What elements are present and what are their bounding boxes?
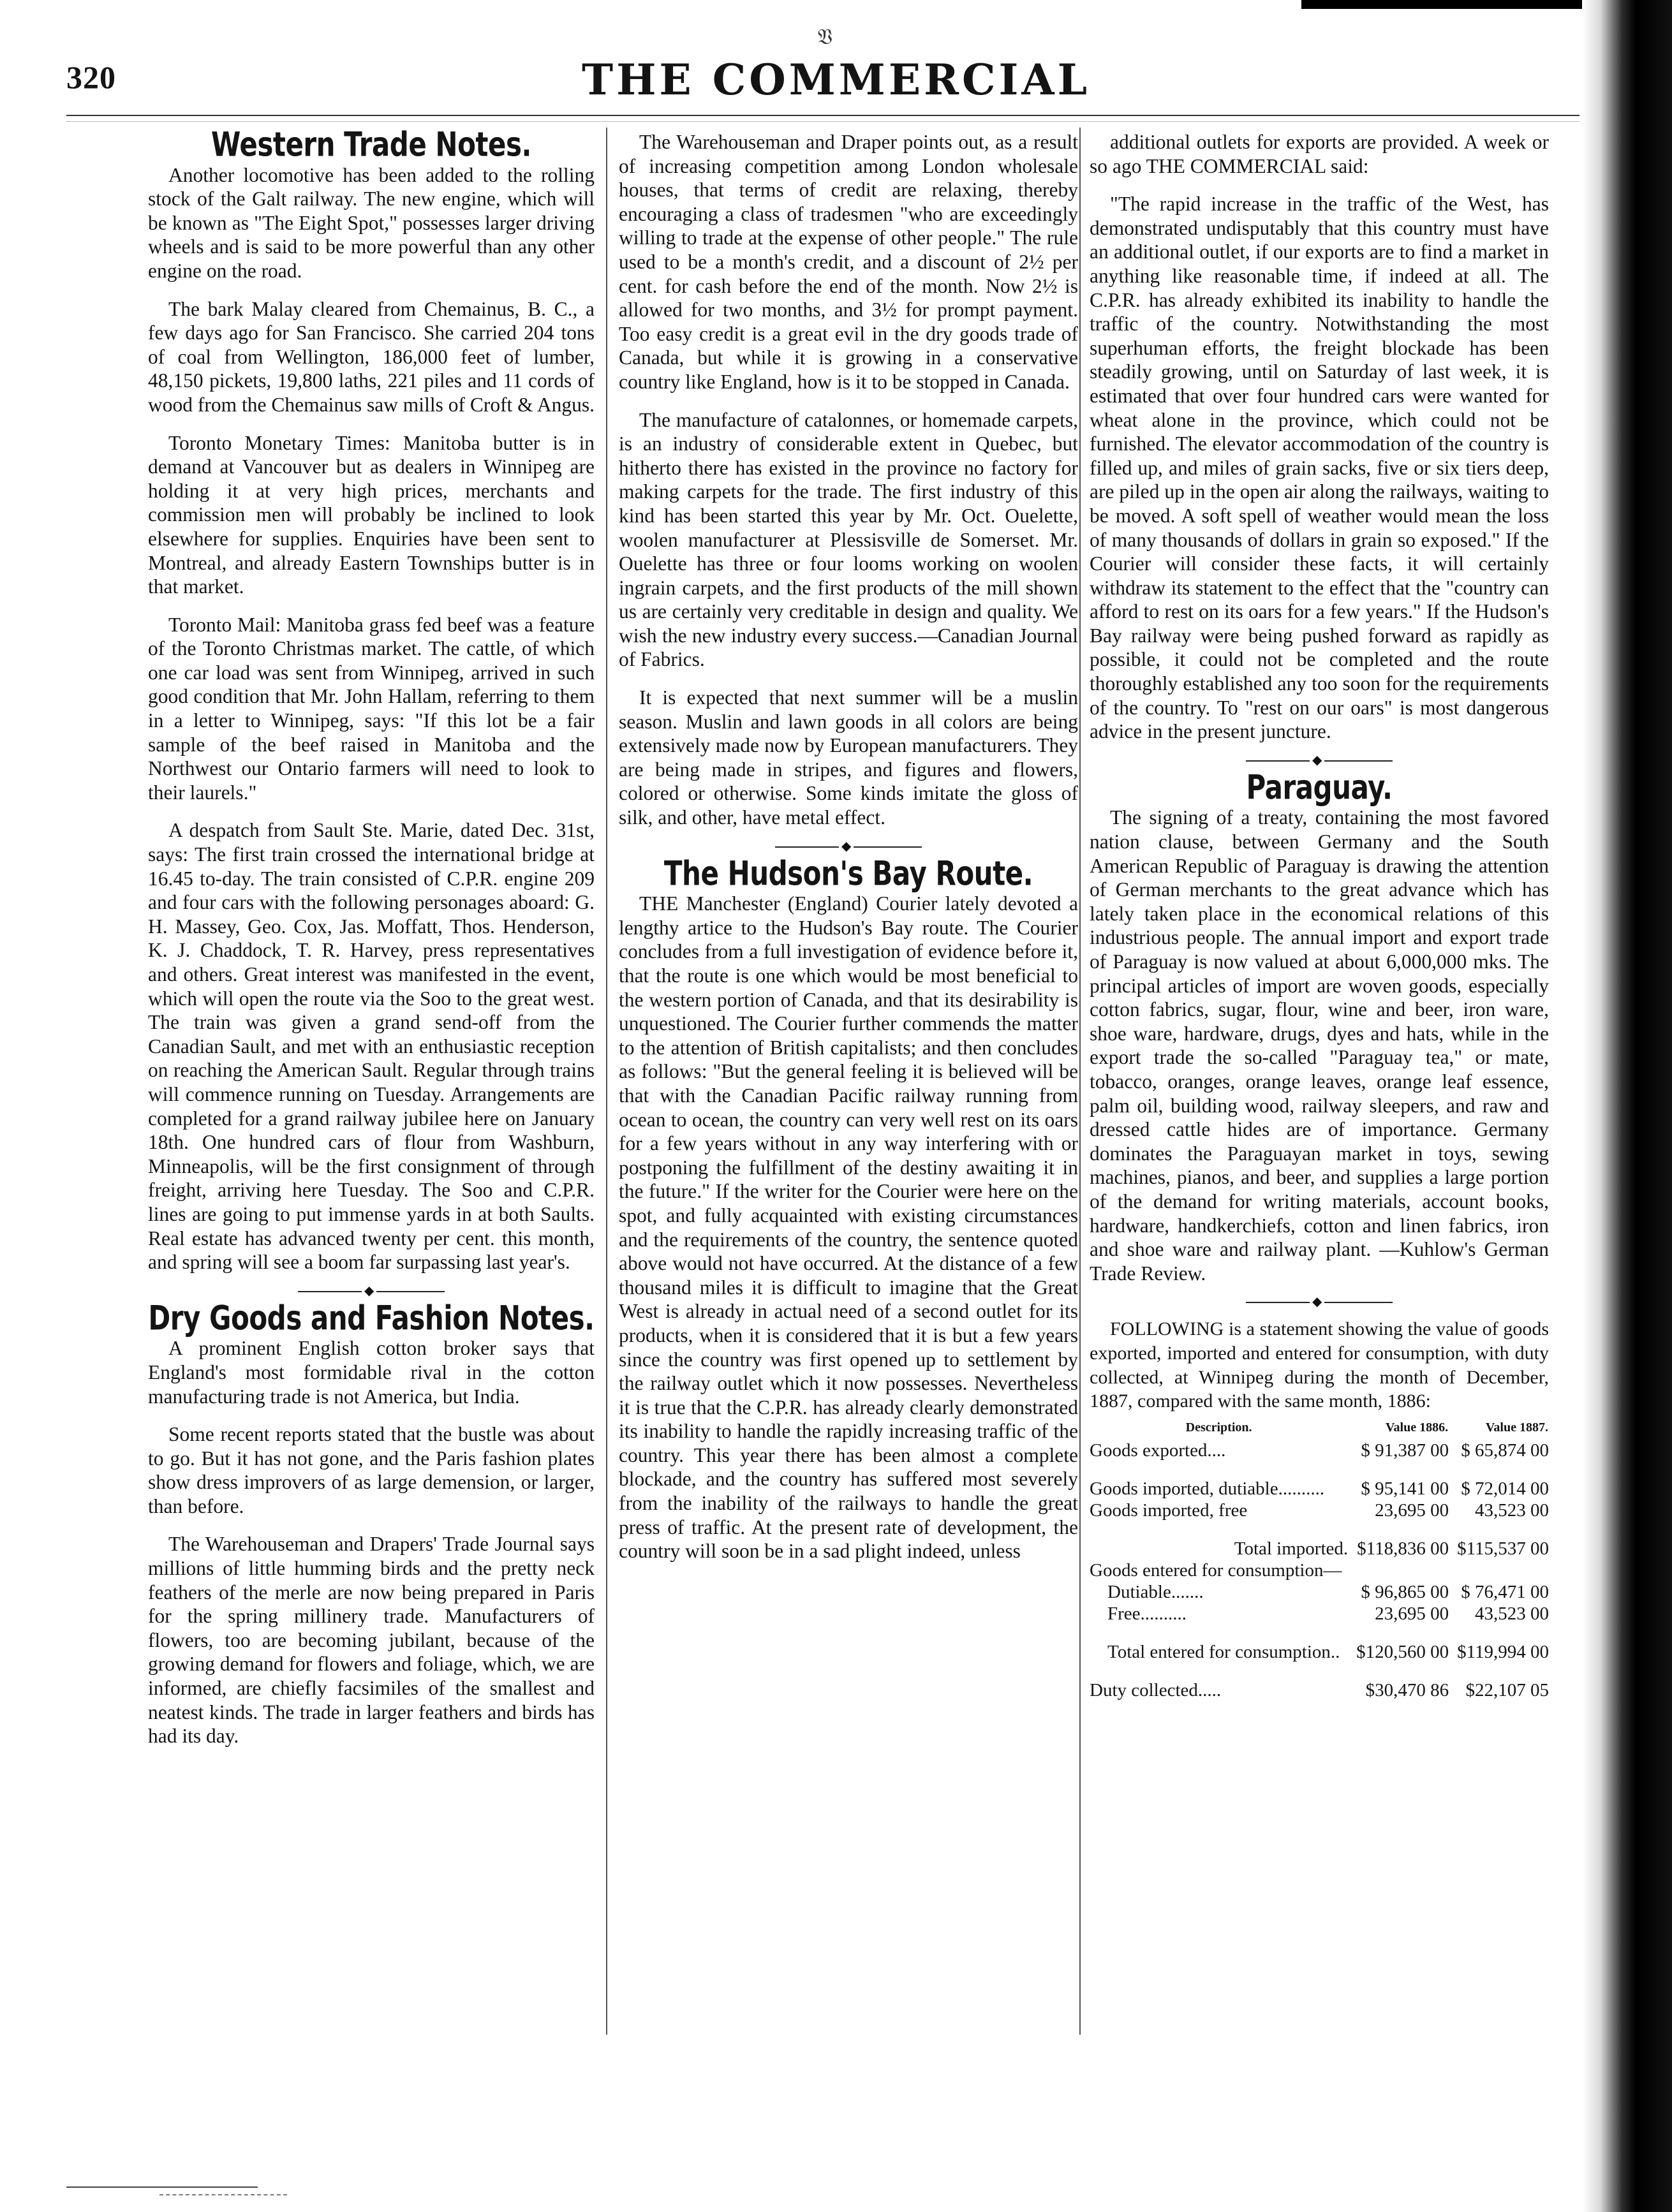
masthead-ornament: 𝔙 <box>817 26 832 49</box>
statement-intro: FOLLOWING is a statement showing the value of goods exported, imported and entered for consumption, with duty collected, at Winnipeg during the month of December, 1887, compared with the same month, 1886: <box>1090 1318 1549 1412</box>
paragraph: The manufacture of catalonnes, or homemade carpets, is an industry of considerable extent in Quebec, but hitherto there has existed in the province no factory for making carpets for the trade. The first industry of this kind has been started this year by Mr. Oct. Ouelette, woolen manufacturer at Plessisville de Somerset. Mr. Ouelette has three or four looms working on woolen ingrain carpets, and the first products of the mill shown us are certainly very creditable in design and quality. We wish the new industry every success.—Canadian Journal of Fabrics. <box>619 408 1078 671</box>
column-2 <box>619 130 1078 1563</box>
heading-paraguay: Paraguay. <box>1246 767 1393 807</box>
masthead-dotted-rule <box>66 121 1580 122</box>
trade-statement <box>1090 1317 1549 1700</box>
paragraph: It is expected that next summer will be a muslin season. Muslin and lawn goods in all colors are being extensively made now by European manufacturers. They are being made in stripes, and figures and flowers, colored or otherwise. Some kinds imitate the gloss of silk, and other, have metal effect. <box>619 686 1078 829</box>
paragraph: additional outlets for exports are provided. A week or so ago THE COMMERCIAL said: <box>1090 131 1549 177</box>
table-cell: $119,994 00 <box>1457 1641 1549 1662</box>
table-row <box>1090 1461 1549 1500</box>
table-row <box>1090 1603 1549 1625</box>
table-header-cell: Description. <box>1185 1420 1252 1434</box>
column-divider-1 <box>606 128 607 2035</box>
table-cell: Duty collected..... <box>1090 1679 1222 1700</box>
table-row <box>1090 1663 1549 1701</box>
table-cell: $22,107 05 <box>1465 1679 1549 1700</box>
paragraph: The bark Malay cleared from Chemainus, B. C., a few days ago for San Francisco. She carried 204 tons of coal from Wellington, 186,000 feet of lumber, 48,150 pickets, 19,800 laths, 221 piles and 11 cords of wood from the Chemainus saw mills of Croft & Angus. <box>148 297 595 416</box>
table-header-cell: Value 1887. <box>1485 1420 1548 1434</box>
table-row <box>1090 1625 1549 1663</box>
table-cell: $ 91,387 00 <box>1361 1440 1449 1461</box>
table-cell: 23,695 00 <box>1375 1603 1449 1624</box>
table-header-row <box>1090 1416 1549 1440</box>
table-cell: 43,523 00 <box>1475 1500 1549 1521</box>
heading-dry-goods-fashion-notes: Dry Goods and Fashion Notes. <box>148 1298 595 1338</box>
paragraph: The Warehouseman and Drapers' Trade Journal says millions of little humming birds and the pretty neck feathers of the merle are now being prepared in Paris for the spring millinery trade. Manufacturers of flowers, too are becoming jubilant, because of the growing demand for flowers and foliage, which, we are informed, are chiefly facsimiles of the smallest and neatest kinds. The trade in larger feathers and birds has had its day. <box>148 1533 595 1748</box>
column-3 <box>1090 130 1549 1701</box>
table-cell: Total entered for consumption.. <box>1107 1641 1340 1662</box>
paragraph: THE Manchester (England) Courier lately devoted a lengthy artice to the Hudson's Bay route. The Courier concludes from a full investigation of evidence before it, that the route is one which would be most beneficial to the western portion of Canada, and that its desirability is unquestioned. The Courier further commends the matter to the attention of British capitalists; and then concludes as follows: "But the general feeling it is believed will be that with the Canadian Pacific railway running from ocean to ocean, the country can very well rest on its oars for a few years without in any way interfering with or postponing the fulfillment of the destiny awaiting it in the future." If the writer for the Courier were here on the spot, and fully acquainted with existing circumstances and the requirements of the country, the sentence quoted above would not have occurred. At the distance of a few thousand miles it is difficult to imagine that the Great West is already in actual need of a second outlet for its products, when it is considered that it is but a few years since the country was first opened up to settlement by the railway outlet which it now possesses. Nevertheless it is true that the C.P.R. has already clearly demonstrated its inability to handle the rapidly increasing traffic of the country. This year there has been almost a complete blockade, and the country has suffered most severely from the inability of the railways to handle the great press of traffic. At the present rate of development, the country will soon be in a sad plight indeed, unless <box>619 892 1078 1563</box>
heading-hudsons-bay-route: The Hudson's Bay Route. <box>663 853 1033 893</box>
paragraph: Toronto Mail: Manitoba grass fed beef was a feature of the Toronto Christmas market. The cattle, of which one car load was sent from Winnipeg, arrived in such good condition that Mr. John Hallam, referring to them in a letter to Winnipeg, says: "If this lot be a fair sample of the beef raised in Manitoba and the Northwest our Ontario farmers will need to look to their laurels." <box>148 613 595 804</box>
paragraph: The Warehouseman and Draper points out, as a result of increasing competition among London wholesale houses, that terms of credit are relaxing, thereby encouraging a class of tradesmen "who are exceedingly willing to trade at the expense of other people." The rule used to be a month's credit, and a discount of 2½ per cent. for cash before the end of the month. Now 2½ is allowed for two months, and 3½ for prompt payment. Too easy credit is a great evil in the dry goods trade of Canada, but while it is growing in a conservative country like England, how is it to be stopped in Canada. <box>619 131 1078 393</box>
paragraph: The signing of a treaty, containing the most favored nation clause, between Germany and the South American Republic of Paraguay is drawing the attention of German merchants to the great advance which has lately taken place in the economical relations of this industrious people. The annual import and export trade of Paraguay is now valued at about 6,000,000 mks. The principal articles of import are woven goods, especially cotton fabrics, sugar, flour, wine and beer, iron ware, shoe ware, hardware, drugs, dyes and hats, while in the export trade the so-called "Paraguay tea," or mate, tobacco, oranges, orange leaves, orange leaf essence, palm oil, building wood, railway sleepers, and raw and dressed cattle hides are of importance. Germany dominates the Paraguayan market in toys, sewing machines, pianos, and beer, and supplies a large portion of the demand for writing materials, account books, hardware, handkerchiefs, cotton and linen fabrics, iron and shoe ware and railway plant. —Kuhlow's German Trade Review. <box>1090 806 1549 1285</box>
page-number: 320 <box>66 59 116 95</box>
paragraph: Another locomotive has been added to the rolling stock of the Galt railway. The new engine, which will be known as "The Eight Spot," possesses larger driving wheels and is said to be more powerful than any other engine on the road. <box>148 163 595 282</box>
footer-rule <box>66 2186 258 2188</box>
masthead-rule <box>66 115 1580 116</box>
table-row <box>1090 1581 1549 1603</box>
paragraph: A prominent English cotton broker says that England's most formidable rival in the cotton manufacturing trade is not America, but India. <box>148 1337 595 1408</box>
table-cell: 43,523 00 <box>1475 1603 1549 1624</box>
section-divider-ornament <box>298 1286 445 1297</box>
table-cell: Free.......... <box>1107 1603 1187 1624</box>
table-row <box>1090 1440 1549 1461</box>
table-cell: Dutiable....... <box>1107 1581 1204 1602</box>
table-cell: Goods imported, dutiable.......... <box>1090 1478 1325 1499</box>
column-divider-2 <box>1079 128 1081 2035</box>
table-cell: $30,470 86 <box>1365 1679 1449 1700</box>
table-cell: Goods imported, free <box>1090 1500 1248 1521</box>
paragraph: Some recent reports stated that the bustle was about to go. But it has not gone, and the Paris fashion plates show dress improvers of as large demension, or larger, than before. <box>148 1423 595 1517</box>
paragraph: "The rapid increase in the traffic of the West, has demonstrated undisputably that this country must have an additional outlet, if our exports are to find a market in anything like reasonable time, if indeed at all. The C.P.R. has already exhibited its inability to handle the traffic of the country. Notwithstanding the most superhuman efforts, the freight blockade has been steadily growing, until on Saturday of last week, it is estimated that over four hundred cars were wanted for wheat alone in the province, which could not be furnished. The elevator accommodation of the country is filled up, and miles of grain sacks, five or six tiers deep, are piled up in the open air along the railways, waiting to be moved. A soft spell of weather would mean the loss of many thousands of dollars in grain so exposed." If the Courier will consider these facts, it will certainly withdraw its statement to the effect that the "country can afford to rest on its oars for a few years." If the Hudson's Bay railway were being pushed forward as rapidly as possible, it could not be completed and the route thoroughly established any too soon for the requirements of the country. To "rest on our oars" is most dangerous advice in the present juncture. <box>1090 193 1549 743</box>
binding-shadow <box>1582 0 1672 2212</box>
table-cell: $ 65,874 00 <box>1461 1440 1549 1461</box>
table-cell: 23,695 00 <box>1375 1500 1449 1521</box>
masthead-title: THE COMMERCIAL <box>581 55 1091 105</box>
trade-statistics-table <box>1090 1416 1549 1701</box>
table-cell: $ 72,014 00 <box>1461 1478 1549 1499</box>
footer-dashed-rule <box>159 2194 287 2195</box>
section-divider-ornament <box>775 841 922 853</box>
table-cell: $ 95,141 00 <box>1361 1478 1449 1499</box>
heading-western-trade-notes: Western Trade Notes. <box>211 124 531 165</box>
table-cell: $ 76,471 00 <box>1461 1581 1549 1602</box>
table-header-cell: Value 1886. <box>1385 1420 1449 1434</box>
table-cell: $115,537 00 <box>1457 1538 1549 1559</box>
section-divider-ornament <box>1246 755 1393 767</box>
column-1 <box>148 124 595 1748</box>
table-cell: Goods entered for consumption— <box>1090 1559 1342 1581</box>
table-cell: Goods exported.... <box>1090 1440 1226 1461</box>
table-row <box>1090 1521 1549 1559</box>
table-cell: $118,836 00 <box>1357 1538 1449 1559</box>
paragraph: A despatch from Sault Ste. Marie, dated Dec. 31st, says: The first train crossed the international bridge at 16.45 to-day. The train consisted of C.P.R. engine 209 and four cars with the following personages aboard: G. H. Massey, Geo. Cox, Jas. Moffatt, Thos. Henderson, K. J. Chaddock, T. R. Harvey, press representatives and others. Great interest was manifested in the event, which will open the route via the Soo to the great west. The train was given a grand send-off from the Canadian Sault, and met with an enthusiastic reception on reaching the American Sault. Regular through trains will commence running on Tuesday. Arrangements are completed for a grand railway jubilee here on January 18th. One hundred cars of flour from Washburn, Minneapolis, will be the first consignment of through freight, arriving here Tuesday. The Soo and C.P.R. lines are going to put immense yards in at both Saults. Real estate has advanced twenty per cent. this month, and spring will see a boom far surpassing last year's. <box>148 819 595 1274</box>
section-divider-ornament <box>1246 1297 1393 1308</box>
table-cell: Total imported. <box>1234 1538 1349 1559</box>
table-row <box>1090 1500 1549 1521</box>
table-row <box>1090 1559 1549 1581</box>
table-cell: $ 96,865 00 <box>1361 1581 1449 1602</box>
paragraph: Toronto Monetary Times: Manitoba butter is in demand at Vancouver but as dealers in Winnipeg are holding it at very high prices, merchants and commission men will probably be inclined to look elsewhere for supplies. Enquiries have been sent to Montreal, and already Eastern Townships butter is in that market. <box>148 431 595 598</box>
table-cell: $120,560 00 <box>1356 1641 1449 1662</box>
